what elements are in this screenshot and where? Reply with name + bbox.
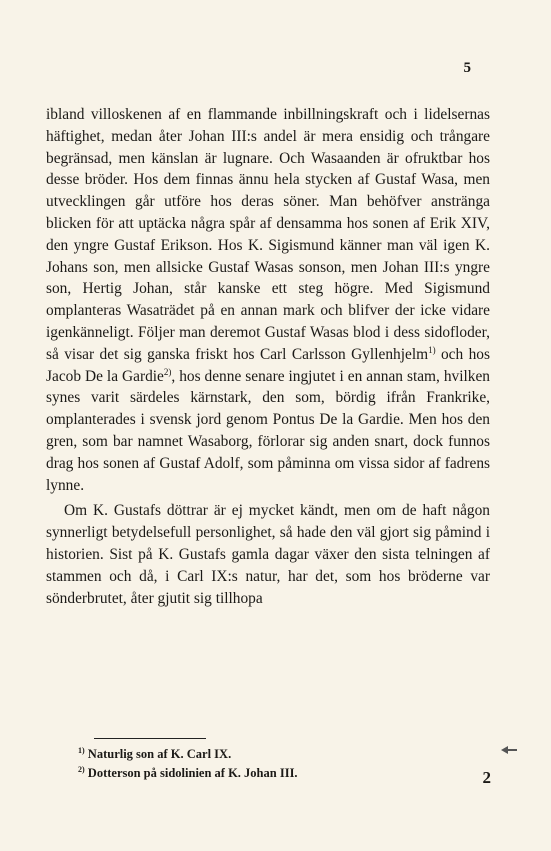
paragraph bbox=[46, 104, 490, 496]
signature-mark: 2 bbox=[482, 768, 491, 787]
footnote-2 bbox=[78, 764, 298, 783]
paragraph bbox=[46, 500, 490, 609]
footnote-reference: 1) bbox=[428, 344, 436, 355]
body-text bbox=[46, 104, 490, 609]
footnote-reference: 2) bbox=[163, 366, 172, 377]
footnote-text: Naturlig son af K. Carl IX. bbox=[87, 747, 232, 761]
footnotes bbox=[78, 745, 298, 783]
paragraph-text: och hos Jacob De la Gardie bbox=[46, 345, 490, 385]
footnote-text: Dotterson på sidolinien af K. Johan III. bbox=[87, 766, 298, 780]
footnote-rule bbox=[94, 738, 206, 739]
arrow-left-icon bbox=[501, 746, 517, 754]
paragraph-text: Om K. Gustafs döttrar är ej mycket kändt, men om de haft någon synnerligt betydelsefull personlighet, så hade den väl gjort sig påmind i historien. Sist på K. Gustafs gamla dagar växer den sista telningen af stammen och då, i Carl IX:s natur, har det, som hos bröderne var sönderbrutet, åter gjutit sig tillhopa bbox=[46, 502, 490, 607]
paragraph-text: ibland villoskenen af en flammande inbillningskraft och i lidelsernas häftighet, medan åter Johan III:s andel är mera ensidig och trångare begränsad, men känslan är lugnare. Och Wasaanden är ofruktbar hos desse bröder. Hos dem finnas ännu hela stycken af Gustaf Wasa, men utvecklingen går utföre hos deras söner. Man behöfver anstränga blicken för att uptäcka några spår af densamma hos sonen af Erik XIV, den yngre Gustaf Erikson. Hos K. Sigismund känner man väl igen K. Johans son, men allsicke Gustaf Wasas sonson, men Johan III:s yngre son, Hertig Johan, står kanske ett steg högre. Med Sigismund omplanteras Wasaträdet på en annan mark och blifver der icke vidare igenkänneligt. Följer man deremot Gustaf Wasas blod i dess sidofloder, så visar det sig ganska friskt hos Carl Carlsson Gyllenhjelm bbox=[46, 106, 490, 363]
footnote-marker: 1) bbox=[78, 745, 85, 755]
page-number: 5 bbox=[463, 60, 471, 76]
paragraph-text: , hos denne senare ingjutet i en annan stam, hvilken synes varit särdeles kärnstark, den som, bördig ifrån Frankrike, omplanterades i svensk jord genom Pontus De la Gardie. Men hos den gren, som bar namnet Wasaborg, förlorar sig anden snart, dock funnos drag hos sonen af Gustaf Adolf, som påminna om vissa sidor af fadrens lynne. bbox=[46, 367, 491, 494]
footnote-marker: 2) bbox=[78, 764, 85, 774]
footnote-1 bbox=[78, 745, 298, 764]
